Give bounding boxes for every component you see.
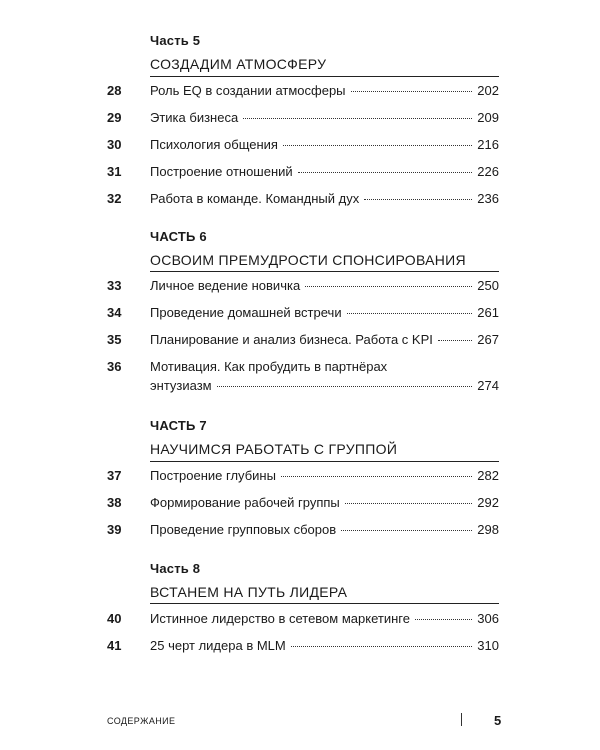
chapter-title: Работа в команде. Командный дух <box>150 191 360 206</box>
dot-leader <box>305 286 472 287</box>
dot-leader <box>283 145 472 146</box>
footer-page-number: 5 <box>494 713 502 728</box>
part-title: ОСВОИМ ПРЕМУДРОСТИ СПОНСИРОВАНИЯ <box>150 252 466 268</box>
chapter-number: 39 <box>107 522 122 537</box>
chapter-title: 25 черт лидера в MLM <box>150 638 286 653</box>
part-label: Часть 5 <box>150 33 201 48</box>
chapter-number: 40 <box>107 611 122 626</box>
chapter-title: Проведение домашней встречи <box>150 305 342 320</box>
part-label: ЧАСТЬ 6 <box>150 229 207 244</box>
chapter-number: 36 <box>107 359 122 374</box>
dot-leader <box>345 503 473 504</box>
chapter-title: Проведение групповых сборов <box>150 522 337 537</box>
chapter-page: 226 <box>477 164 499 179</box>
chapter-number: 37 <box>107 468 122 483</box>
chapter-number: 34 <box>107 305 122 320</box>
dot-leader <box>291 646 473 647</box>
chapter-number: 28 <box>107 83 122 98</box>
chapter-page: 202 <box>477 83 499 98</box>
chapter-title: Построение глубины <box>150 468 276 483</box>
dot-leader <box>281 476 472 477</box>
dot-leader <box>347 313 473 314</box>
chapter-page: 274 <box>477 378 499 393</box>
dot-leader <box>415 619 472 620</box>
chapter-page: 261 <box>477 305 499 320</box>
chapter-number: 30 <box>107 137 122 152</box>
dot-leader <box>438 340 472 341</box>
dot-leader <box>298 172 473 173</box>
chapter-title: Истинное лидерство в сетевом маркетинге <box>150 611 410 626</box>
part-divider <box>150 603 499 604</box>
part-title: НАУЧИМСЯ РАБОТАТЬ С ГРУППОЙ <box>150 441 398 457</box>
part-7-header <box>150 418 490 457</box>
part-divider <box>150 461 499 462</box>
chapter-title: Планирование и анализ бизнеса. Работа с KPI <box>150 332 433 347</box>
chapter-title: Психология общения <box>150 137 278 152</box>
chapter-number: 33 <box>107 278 122 293</box>
chapter-page: 310 <box>477 638 499 653</box>
chapter-title: Личное ведение новичка <box>150 278 301 293</box>
part-title: СОЗДАДИМ АТМОСФЕРУ <box>150 56 327 72</box>
part-divider <box>150 76 499 77</box>
chapter-page: 209 <box>477 110 499 125</box>
chapter-page: 282 <box>477 468 499 483</box>
part-6-header <box>150 229 490 268</box>
dot-leader <box>351 91 473 92</box>
chapter-title: Этика бизнеса <box>150 110 239 125</box>
chapter-page: 250 <box>477 278 499 293</box>
chapter-number: 41 <box>107 638 122 653</box>
chapter-title: Формирование рабочей группы <box>150 495 340 510</box>
chapter-title-line-2: энтузиазм <box>150 378 212 393</box>
chapter-page: 236 <box>477 191 499 206</box>
footer-section-label: СОДЕРЖАНИЕ <box>107 716 176 726</box>
dot-leader <box>341 530 472 531</box>
chapter-number: 38 <box>107 495 122 510</box>
chapter-number: 32 <box>107 191 122 206</box>
chapter-page: 298 <box>477 522 499 537</box>
part-8-header <box>150 561 490 600</box>
chapter-page: 216 <box>477 137 499 152</box>
chapter-page: 306 <box>477 611 499 626</box>
chapter-number: 31 <box>107 164 122 179</box>
dot-leader <box>217 386 473 387</box>
part-title: ВСТАНЕМ НА ПУТЬ ЛИДЕРА <box>150 584 348 600</box>
part-label: Часть 8 <box>150 561 201 576</box>
footer-separator <box>461 713 462 726</box>
chapter-number: 35 <box>107 332 122 347</box>
chapter-number: 29 <box>107 110 122 125</box>
chapter-title: Построение отношений <box>150 164 293 179</box>
part-divider <box>150 271 499 272</box>
chapter-title-line-1: Мотивация. Как пробудить в партнёрах <box>150 359 388 374</box>
chapter-page: 267 <box>477 332 499 347</box>
dot-leader <box>243 118 472 119</box>
part-5-header <box>150 33 490 72</box>
dot-leader <box>364 199 472 200</box>
part-label: ЧАСТЬ 7 <box>150 418 207 433</box>
chapter-title: Роль EQ в создании атмосферы <box>150 83 346 98</box>
chapter-page: 292 <box>477 495 499 510</box>
